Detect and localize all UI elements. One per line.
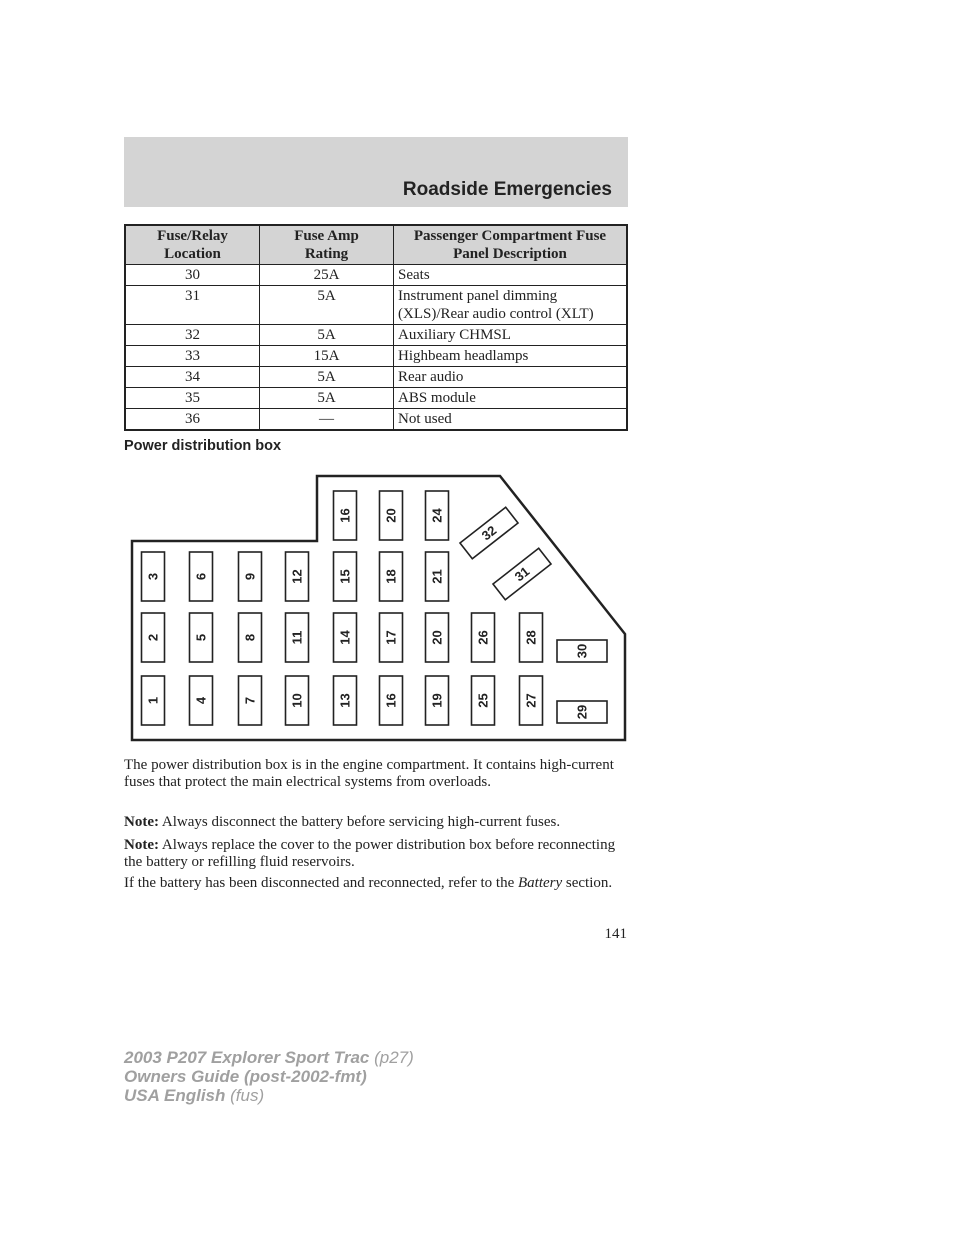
fuse-number: 11 bbox=[289, 630, 305, 645]
fuse-number: 16 bbox=[337, 508, 353, 523]
fuse-slot bbox=[472, 676, 495, 725]
fuse-number: 30 bbox=[574, 643, 590, 659]
cell-description: Seats bbox=[394, 265, 628, 286]
fuse-slot bbox=[380, 552, 403, 601]
cell-location: 33 bbox=[125, 346, 260, 367]
fuse-number: 3 bbox=[145, 572, 161, 581]
fuse-number: 7 bbox=[242, 696, 258, 705]
cell-location: 32 bbox=[125, 325, 260, 346]
fuse-number: 8 bbox=[242, 633, 258, 642]
cell-description: Rear audio bbox=[394, 367, 628, 388]
fuse-slot bbox=[380, 613, 403, 662]
fuse-number: 28 bbox=[523, 630, 539, 645]
cell-rating: 5A bbox=[260, 325, 394, 346]
table-row bbox=[125, 265, 627, 286]
cell-description: ABS module bbox=[394, 388, 628, 409]
cell-rating: 5A bbox=[260, 367, 394, 388]
table-row bbox=[125, 388, 627, 409]
fuse-number: 21 bbox=[429, 569, 445, 584]
fuse-number: 12 bbox=[289, 569, 305, 584]
note-replace-cover: Note: Always replace the cover to the power distribution box before reconnecting the battery or refilling fluid reservoirs. bbox=[124, 837, 616, 870]
fuse-slot bbox=[190, 613, 213, 662]
table-row bbox=[125, 367, 627, 388]
footer-line-2: Owners Guide (post-2002-fmt) bbox=[124, 1067, 367, 1086]
fuse-slot bbox=[380, 491, 403, 540]
fuse-slot bbox=[472, 613, 495, 662]
fuse-slot bbox=[190, 676, 213, 725]
cell-rating: 5A bbox=[260, 286, 394, 325]
footer bbox=[124, 1048, 414, 1105]
fuse-slot bbox=[520, 676, 543, 725]
fuse-number: 32 bbox=[478, 522, 500, 544]
fuse-number: 17 bbox=[383, 630, 399, 645]
fuse-table bbox=[124, 224, 628, 431]
table-row bbox=[125, 325, 627, 346]
header-rating: Fuse Amp Rating bbox=[260, 225, 394, 265]
fuse-slot bbox=[426, 491, 449, 540]
note-disconnect: Note: Always disconnect the battery before servicing high-current fuses. bbox=[124, 814, 561, 830]
fuse-slot bbox=[190, 552, 213, 601]
fuse-slot bbox=[334, 676, 357, 725]
fuse-slot bbox=[426, 676, 449, 725]
fuse-number: 20 bbox=[429, 630, 445, 645]
fuse-number: 29 bbox=[574, 704, 590, 720]
fuse-number: 15 bbox=[337, 569, 353, 584]
fuse-number: 20 bbox=[383, 508, 399, 523]
fuse-number: 13 bbox=[337, 693, 353, 708]
fuse-number: 2 bbox=[145, 633, 161, 642]
header-band bbox=[124, 137, 628, 207]
fuse-slot bbox=[142, 613, 165, 662]
cell-location: 36 bbox=[125, 409, 260, 431]
cell-location: 34 bbox=[125, 367, 260, 388]
fuse-slot bbox=[142, 676, 165, 725]
fuse-slot bbox=[334, 491, 357, 540]
table-header-row bbox=[125, 225, 627, 265]
section-heading: Power distribution box bbox=[124, 438, 282, 454]
fuse-slot bbox=[334, 613, 357, 662]
fuse-number: 5 bbox=[193, 633, 209, 642]
header-location: Fuse/Relay Location bbox=[125, 225, 260, 265]
fuse-number: 26 bbox=[475, 630, 491, 645]
table-row bbox=[125, 409, 627, 431]
fuse-number: 25 bbox=[475, 693, 491, 708]
fuse-number: 31 bbox=[511, 563, 533, 585]
cell-description: Auxiliary CHMSL bbox=[394, 325, 628, 346]
table-row bbox=[125, 286, 627, 325]
fuse-slot bbox=[142, 552, 165, 601]
fuse-number: 10 bbox=[289, 693, 305, 708]
fuse-slot bbox=[426, 552, 449, 601]
cell-location: 31 bbox=[125, 286, 260, 325]
fuse-number: 16 bbox=[383, 693, 399, 708]
table-row bbox=[125, 346, 627, 367]
battery-reference: Battery bbox=[517, 875, 563, 891]
fuse-number: 19 bbox=[429, 693, 445, 708]
fuse-slot bbox=[286, 613, 309, 662]
power-distribution-box-diagram bbox=[124, 470, 630, 745]
fuse-number: 18 bbox=[383, 569, 399, 584]
cell-description: Instrument panel dimming (XLS)/Rear audio control (XLT) bbox=[394, 286, 628, 325]
cell-location: 30 bbox=[125, 265, 260, 286]
fuse-number: 14 bbox=[337, 630, 353, 645]
cell-description: Highbeam headlamps bbox=[394, 346, 628, 367]
fuse-layer bbox=[142, 491, 608, 725]
footer-line-1: 2003 P207 Explorer Sport Trac (p27) bbox=[124, 1048, 414, 1067]
fuse-slot bbox=[380, 676, 403, 725]
fuse-slot bbox=[286, 676, 309, 725]
fuse-slot bbox=[460, 507, 518, 558]
fuse-slot bbox=[239, 552, 262, 601]
paragraph-battery: If the battery has been disconnected and reconnected, refer to the Battery section. bbox=[124, 875, 613, 891]
cell-rating: 25A bbox=[260, 265, 394, 286]
fuse-slot bbox=[286, 552, 309, 601]
fuse-slot bbox=[426, 613, 449, 662]
cell-rating: 5A bbox=[260, 388, 394, 409]
fuse-slot bbox=[557, 640, 607, 662]
fuse-slot bbox=[520, 613, 543, 662]
fuse-number: 1 bbox=[145, 696, 161, 705]
fuse-number: 27 bbox=[523, 693, 539, 708]
fuse-number: 9 bbox=[242, 572, 258, 581]
fuse-slot bbox=[557, 701, 607, 723]
page-number: 141 bbox=[604, 926, 627, 942]
fuse-slot bbox=[239, 676, 262, 725]
fuse-number: 24 bbox=[429, 508, 445, 523]
paragraph-intro: The power distribution box is in the engine compartment. It contains high-current fuses that protect the main electrical systems from overloads. bbox=[124, 757, 614, 790]
cell-location: 35 bbox=[125, 388, 260, 409]
cell-rating: 15A bbox=[260, 346, 394, 367]
fuse-number: 4 bbox=[193, 696, 209, 705]
fuse-slot bbox=[239, 613, 262, 662]
header-description: Passenger Compartment Fuse Panel Description bbox=[394, 225, 628, 265]
page-title: Roadside Emergencies bbox=[402, 179, 612, 200]
cell-description: Not used bbox=[394, 409, 628, 431]
fuse-slot bbox=[493, 548, 551, 599]
cell-rating: — bbox=[260, 409, 394, 431]
footer-line-3: USA English (fus) bbox=[124, 1086, 265, 1105]
fuse-slot bbox=[334, 552, 357, 601]
fuse-number: 6 bbox=[193, 572, 209, 581]
